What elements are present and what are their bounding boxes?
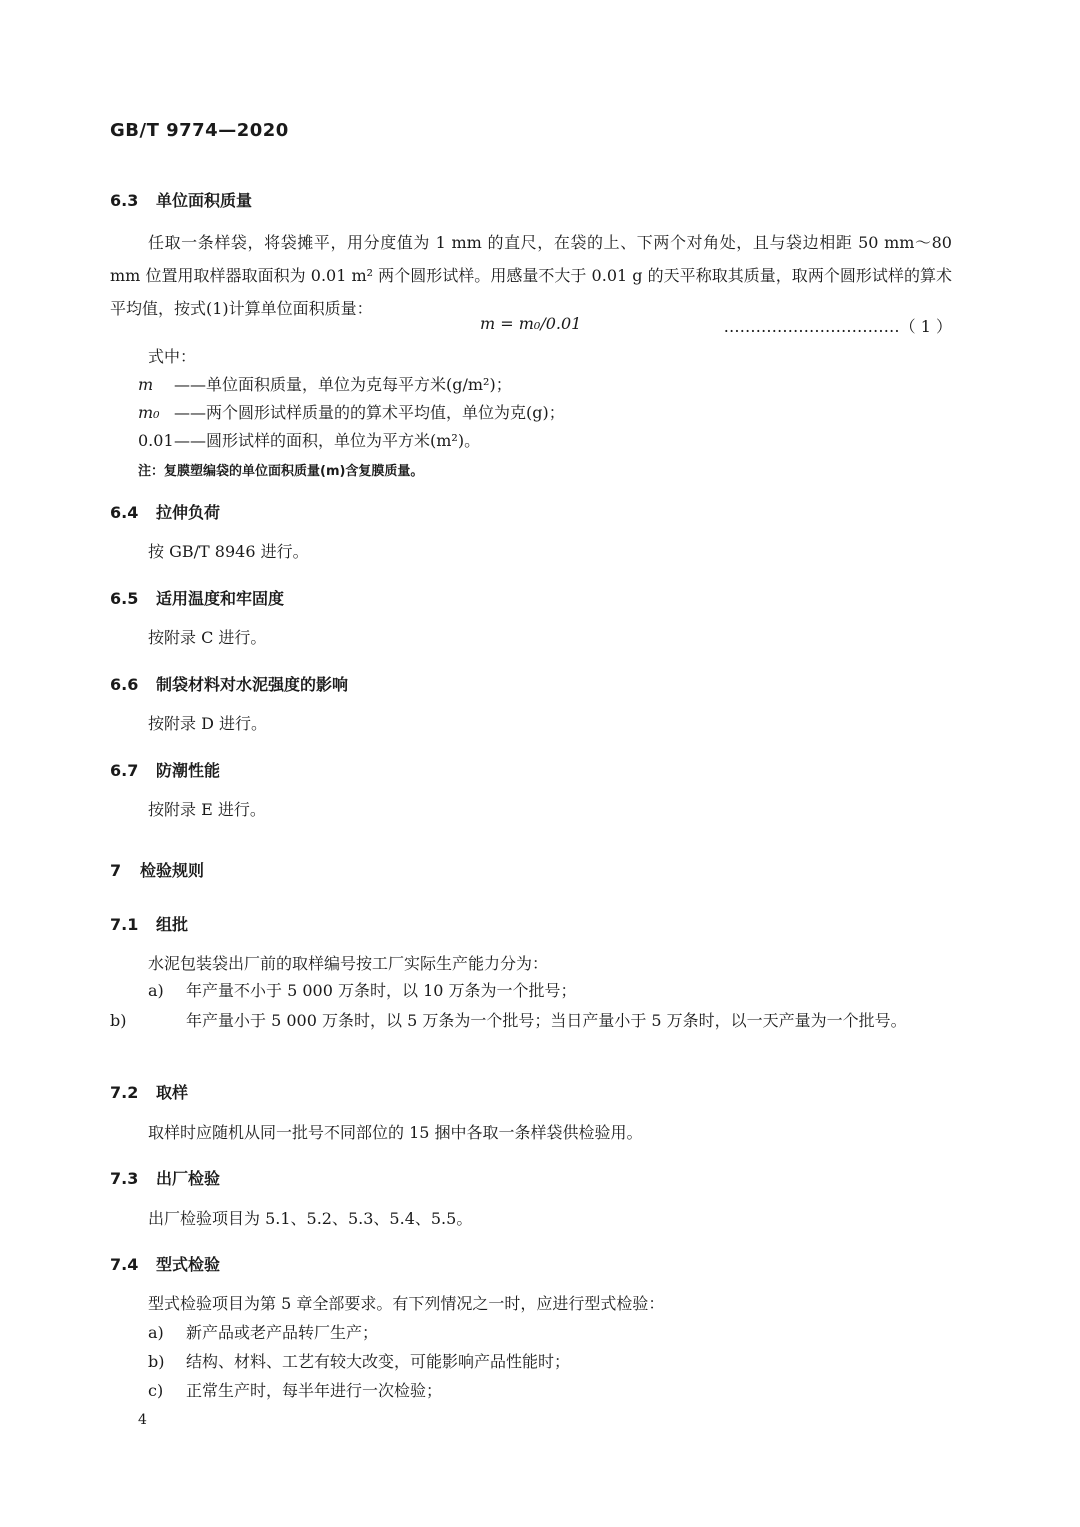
section-number: 6.7 <box>110 761 139 780</box>
section-title: 出厂检验 <box>156 1169 221 1188</box>
list-label: a) <box>148 981 164 1000</box>
section-title: 单位面积质量 <box>156 191 253 210</box>
chapter-title: 检验规则 <box>140 861 205 880</box>
paragraph-6-3: 任取一条样袋，将袋摊平，用分度值为 1 mm 的直尺，在袋的上、下两个对角处，且与袋边相距 50 mm～80 mm 位置用取样器取面积为 0.01 m² 两个圆形试样。用感量不大于 0.01 g 的天平称取其质量，取两个圆形试样的算术平均值，按式(1)计算单位面积质量： <box>110 233 952 318</box>
paragraph-6-4: 按 GB/T 8946 进行。 <box>148 542 309 561</box>
definition-row <box>138 374 512 396</box>
section-number: 7.2 <box>110 1083 139 1102</box>
list-label: b) <box>110 1011 127 1030</box>
list-item <box>148 976 952 1006</box>
list-item <box>148 1376 952 1406</box>
section-title: 制袋材料对水泥强度的影响 <box>156 675 349 694</box>
list-label: c) <box>148 1381 164 1400</box>
definition-row <box>138 402 565 424</box>
section-number: 6.3 <box>110 191 139 210</box>
section-number: 6.5 <box>110 589 139 608</box>
section-number: 7.1 <box>110 915 139 934</box>
section-title: 防潮性能 <box>156 761 221 780</box>
section-heading-7-1 <box>110 912 188 935</box>
list-item <box>148 1347 952 1377</box>
list-text: 正常生产时，每半年进行一次检验； <box>186 1381 443 1400</box>
list-text: 新产品或老产品转厂生产； <box>186 1323 379 1342</box>
where-label: 式中： <box>148 347 197 366</box>
definition-symbol: 0.01 <box>138 431 174 450</box>
section-title: 拉伸负荷 <box>156 503 221 522</box>
section-heading-6-6 <box>110 672 348 695</box>
section-heading-7-2 <box>110 1080 188 1103</box>
list-label: a) <box>148 1323 164 1342</box>
section-heading-7-3 <box>110 1166 220 1189</box>
note: 注：复膜塑编袋的单位面积质量(m)含复膜质量。 <box>138 464 424 479</box>
section-number: 7.4 <box>110 1255 139 1274</box>
definition-symbol: m₀ <box>138 403 160 422</box>
section-number: 6.4 <box>110 503 139 522</box>
definition-text: ——单位面积质量，单位为克每平方米(g/m²)； <box>174 375 512 394</box>
definition-row <box>138 430 480 452</box>
chapter-number: 7 <box>110 861 122 880</box>
section-heading-6-5 <box>110 586 284 609</box>
list-item <box>148 1318 952 1348</box>
section-title: 取样 <box>156 1083 189 1102</box>
list-item <box>110 1006 990 1036</box>
section-title: 型式检验 <box>156 1255 221 1274</box>
definition-text: ——圆形试样的面积，单位为平方米(m²)。 <box>174 431 481 450</box>
definition-symbol: m <box>138 375 154 394</box>
paragraph-7-3: 出厂检验项目为 5.1、5.2、5.3、5.4、5.5。 <box>148 1209 473 1228</box>
list-text: 结构、材料、工艺有较大改变，可能影响产品性能时； <box>186 1352 571 1371</box>
section-number: 7.3 <box>110 1169 139 1188</box>
list-text: 年产量小于 5 000 万条时，以 5 万条为一个批号；当日产量小于 5 万条时，以一天产量为一个批号。 <box>186 1011 907 1030</box>
section-heading-6-7 <box>110 758 220 781</box>
page-number: 4 <box>138 1412 147 1428</box>
section-title: 组批 <box>156 915 189 934</box>
paragraph-7-2: 取样时应随机从同一批号不同部位的 15 捆中各取一条样袋供检验用。 <box>148 1123 643 1142</box>
formula: m = m₀/0.01 <box>480 314 582 333</box>
paragraph-6-7: 按附录 E 进行。 <box>148 800 266 819</box>
list-label: b) <box>148 1352 165 1371</box>
paragraph-7-4: 型式检验项目为第 5 章全部要求。有下列情况之一时，应进行型式检验： <box>148 1294 665 1313</box>
formula-number: ……………………………（ 1 ） <box>723 317 952 336</box>
standard-code: GB/T 9774—2020 <box>110 120 289 141</box>
section-heading-6-3 <box>110 188 252 211</box>
paragraph-6-6: 按附录 D 进行。 <box>148 714 268 733</box>
section-heading-7-4 <box>110 1252 220 1275</box>
section-title: 适用温度和牢固度 <box>156 589 285 608</box>
chapter-heading-7 <box>110 858 204 881</box>
paragraph-7-1: 水泥包装袋出厂前的取样编号按工厂实际生产能力分为： <box>148 954 549 973</box>
section-heading-6-4 <box>110 500 220 523</box>
section-number: 6.6 <box>110 675 139 694</box>
definition-text: ——两个圆形试样质量的的算术平均值，单位为克(g)； <box>174 403 565 422</box>
paragraph-6-5: 按附录 C 进行。 <box>148 628 267 647</box>
list-text: 年产量不小于 5 000 万条时，以 10 万条为一个批号； <box>186 981 577 1000</box>
